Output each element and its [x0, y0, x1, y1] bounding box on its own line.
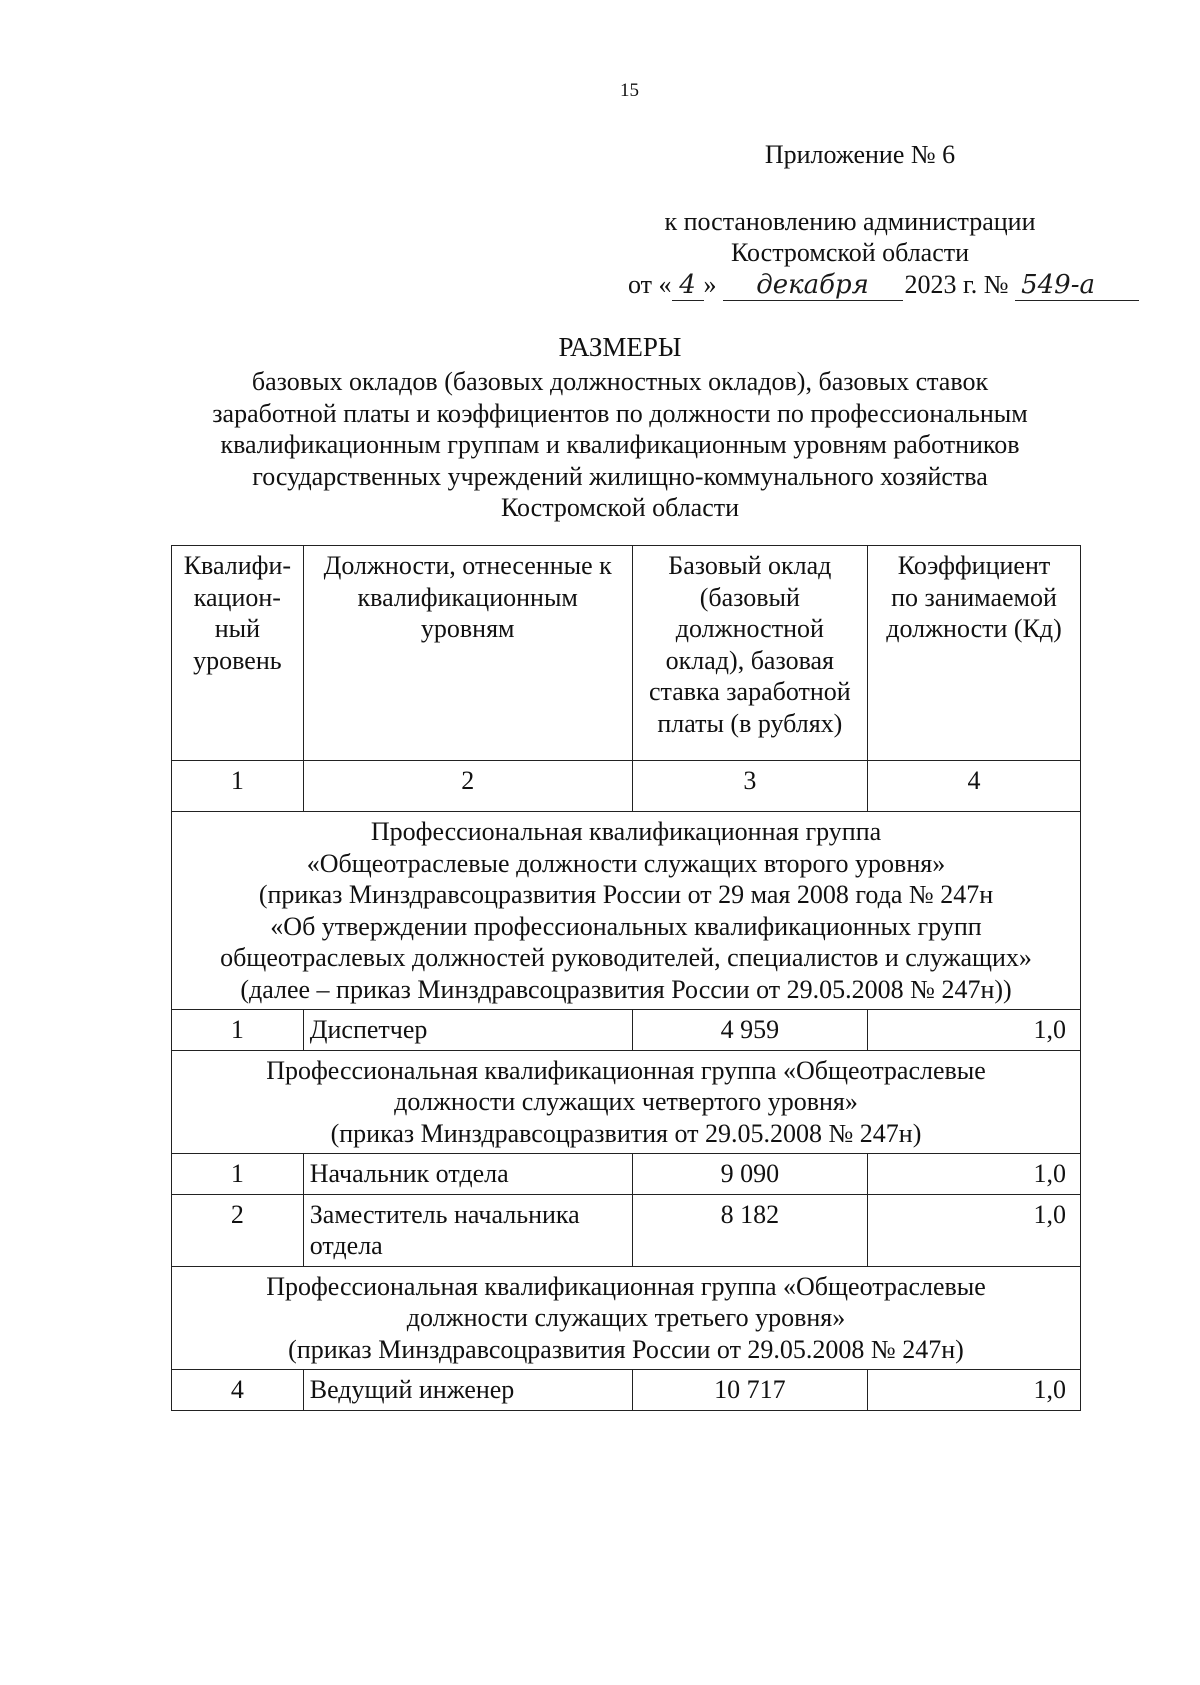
header-salary — [632, 546, 867, 761]
header-coefficient — [868, 546, 1081, 761]
appendix-line-2: Костромской области — [730, 238, 970, 267]
group-description — [172, 1266, 1081, 1370]
table-row — [172, 1154, 1081, 1195]
salary-table — [171, 545, 1081, 1411]
date-prefix: от « — [628, 270, 672, 299]
cell-position: Ведущий инженер — [303, 1370, 632, 1411]
doc-number-handwritten: 549-а — [1015, 270, 1139, 301]
appendix-date-line — [628, 270, 1139, 301]
cell-level: 4 — [172, 1370, 304, 1411]
table-row — [172, 1370, 1081, 1411]
header-text: ный — [214, 614, 261, 643]
cell-level: 2 — [172, 1194, 304, 1266]
subtitle-line: государственных учреждений жилищно-коммунального хозяйства — [252, 461, 988, 491]
column-number: 1 — [172, 761, 304, 812]
header-text: уровень — [193, 645, 282, 675]
cell-coefficient: 1,0 — [868, 1370, 1081, 1411]
group-line: должности служащих четвертого уровня» — [394, 1087, 858, 1116]
header-text: квалификационным — [357, 582, 578, 612]
cell-position: Заместитель начальника отдела — [303, 1194, 632, 1266]
subtitle-line: квалификационным группам и квалификационным уровням работников — [220, 430, 1020, 459]
group-line: «Общеотраслевые должности служащих второго уровня» — [306, 848, 946, 878]
column-number: 4 — [868, 761, 1081, 812]
date-month-handwritten: декабря — [723, 270, 903, 301]
group-line: (далее – приказ Минздравсоцразвития России от 29.05.2008 № 247н)) — [240, 974, 1012, 1004]
cell-level: 1 — [172, 1154, 304, 1195]
subtitle-line: заработной платы и коэффициентов по должности по профессиональным — [212, 398, 1028, 428]
header-text: платы (в рублях) — [657, 708, 843, 738]
document-title: РАЗМЕРЫ — [558, 332, 682, 362]
subtitle-line: базовых окладов (базовых должностных окладов), базовых ставок — [251, 367, 989, 396]
table-header-row — [172, 546, 1081, 761]
group-description — [172, 812, 1081, 1010]
header-text: Коэффициент — [897, 551, 1051, 580]
header-text: кацион- — [193, 582, 281, 612]
table-row — [172, 1010, 1081, 1051]
group-line: (приказ Минздравсоцразвития от 29.05.2008 № 247н) — [330, 1118, 922, 1148]
group-header-row — [172, 812, 1081, 1010]
cell-position: Начальник отдела — [303, 1154, 632, 1195]
date-day-handwritten: 4 — [672, 270, 704, 301]
group-line: Профессиональная квалификационная группа «Общеотраслевые — [266, 1271, 986, 1301]
header-text: должности (Кд) — [886, 614, 1062, 643]
column-number: 2 — [303, 761, 632, 812]
header-text: по занимаемой — [891, 582, 1057, 612]
group-header-row — [172, 1050, 1081, 1154]
cell-salary: 10 717 — [632, 1370, 867, 1411]
cell-salary: 8 182 — [632, 1194, 867, 1266]
subtitle-line: Костромской области — [500, 493, 740, 522]
document-subtitle — [160, 366, 1080, 524]
header-text: ставка заработной — [648, 677, 851, 706]
group-line: (приказ Минздравсоцразвития России от 29.05.2008 № 247н) — [288, 1334, 964, 1364]
date-year: 2023 г. № — [904, 270, 1009, 299]
header-text: должностной — [675, 614, 824, 643]
group-description — [172, 1050, 1081, 1154]
header-text: оклад), базовая — [665, 645, 835, 675]
header-text: Должности, отнесенные к — [323, 551, 612, 580]
cell-position: Диспетчер — [303, 1010, 632, 1051]
table-row — [172, 1194, 1081, 1266]
date-mid: » — [703, 270, 717, 299]
page-number: 15 — [620, 80, 639, 101]
column-number-row — [172, 761, 1081, 812]
group-line: (приказ Минздравсоцразвития России от 29 мая 2008 года № 247н — [258, 880, 994, 909]
header-text: (базовый — [699, 582, 800, 612]
group-line: должности служащих третьего уровня» — [406, 1303, 846, 1332]
header-position — [303, 546, 632, 761]
header-text: уровням — [420, 614, 515, 643]
cell-salary: 9 090 — [632, 1154, 867, 1195]
header-text: Квалифи- — [183, 551, 292, 580]
group-line: Профессиональная квалификационная группа — [370, 817, 882, 846]
appendix-line-1: к постановлению администрации — [664, 207, 1036, 236]
appendix-title: Приложение № 6 — [764, 140, 956, 169]
column-number: 3 — [632, 761, 867, 812]
group-line: Профессиональная квалификационная группа «Общеотраслевые — [266, 1055, 986, 1085]
header-level — [172, 546, 304, 761]
group-line: «Об утверждении профессиональных квалификационных групп — [270, 911, 982, 941]
cell-coefficient: 1,0 — [868, 1154, 1081, 1195]
header-text: Базовый оклад — [668, 551, 832, 580]
cell-coefficient: 1,0 — [868, 1010, 1081, 1051]
cell-salary: 4 959 — [632, 1010, 867, 1051]
cell-coefficient: 1,0 — [868, 1194, 1081, 1266]
cell-level: 1 — [172, 1010, 304, 1051]
group-line: общеотраслевых должностей руководителей, специалистов и служащих» — [220, 943, 1032, 972]
group-header-row — [172, 1266, 1081, 1370]
